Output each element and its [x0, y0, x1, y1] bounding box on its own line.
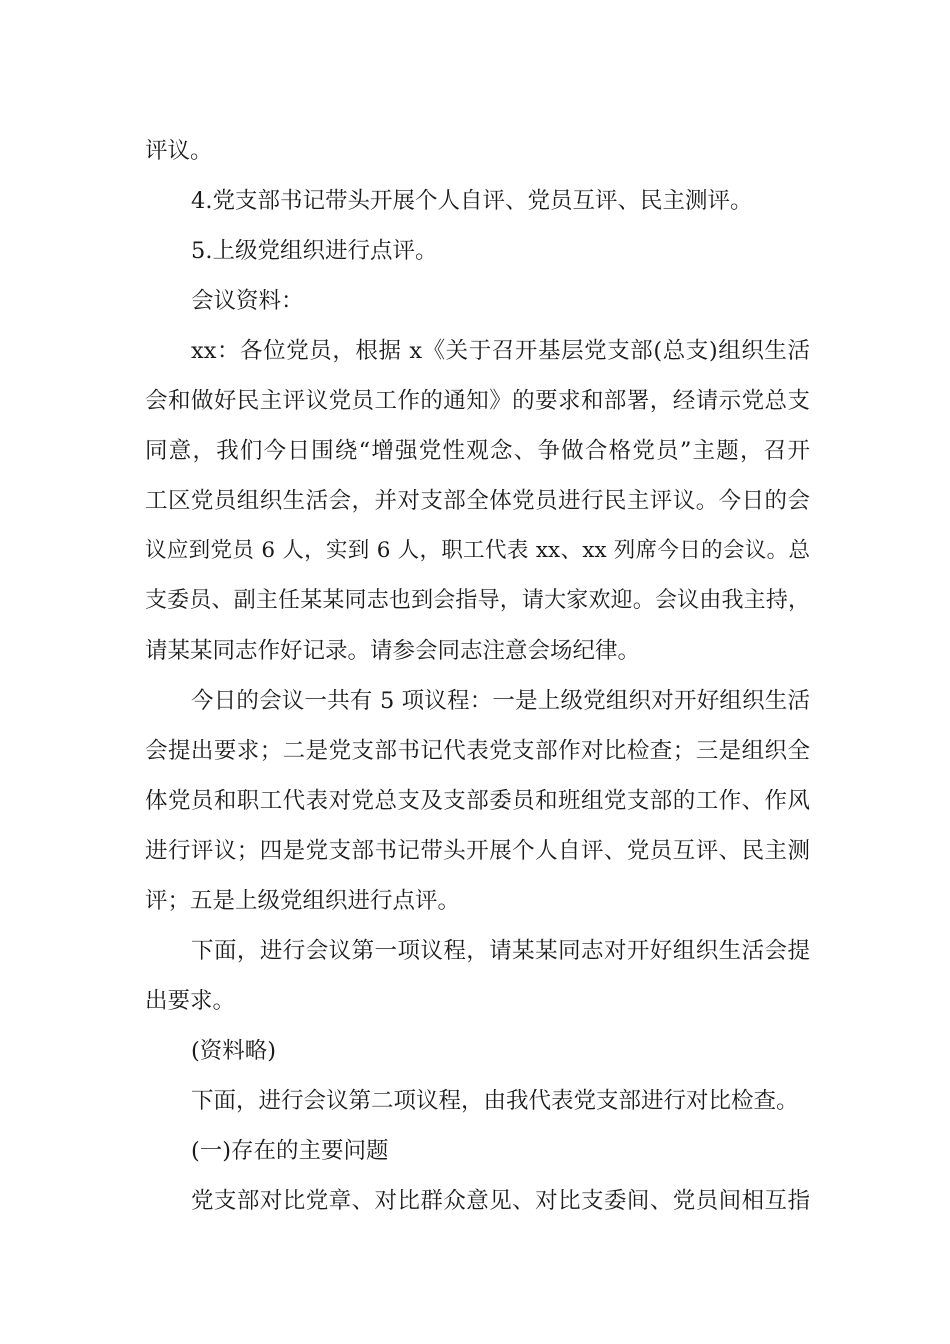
text-line-21: (一)存在的主要问题 — [191, 1138, 389, 1164]
text-line-13: 会提出要求；二是党支部书记代表党支部作对比检查；三是组织全 — [145, 738, 810, 764]
text-line-4: 会议资料： — [191, 288, 304, 314]
text-line-11: 请某某同志作好记录。请参会同志注意会场纪律。 — [145, 638, 641, 664]
text-line-16: 评；五是上级党组织进行点评。 — [145, 888, 461, 914]
text-line-22: 党支部对比党章、对比群众意见、对比支委间、党员间相互指 — [191, 1188, 810, 1214]
text-line-20: 下面，进行会议第二项议程，由我代表党支部进行对比检查。 — [191, 1088, 799, 1114]
text-line-10: 支委员、副主任某某同志也到会指导，请大家欢迎。会议由我主持， — [145, 588, 810, 613]
text-line-19: (资料略) — [191, 1038, 277, 1064]
text-line-8: 工区党员组织生活会，并对支部全体党员进行民主评议。今日的会 — [145, 488, 810, 514]
text-line-12: 今日的会议一共有 5 项议程：一是上级党组织对开好组织生活 — [191, 688, 810, 714]
text-line-14: 体党员和职工代表对党总支及支部委员和班组党支部的工作、作风 — [145, 788, 810, 814]
text-line-9: 议应到党员 6 人，实到 6 人，职工代表 xx、xx 列席今日的会议。总 — [145, 538, 810, 563]
text-line-17: 下面，进行会议第一项议程，请某某同志对开好组织生活会提 — [191, 938, 810, 964]
text-line-7: 同意，我们今日围绕“增强党性观念、争做合格党员”主题，召开 — [145, 438, 810, 464]
text-line-15: 进行评议；四是党支部书记带头开展个人自评、党员互评、民主测 — [145, 838, 810, 864]
text-line-1: 评议。 — [145, 138, 213, 164]
text-line-3: 5.上级党组织进行点评。 — [191, 238, 438, 264]
text-line-6: 会和做好民主评议党员工作的通知》的要求和部署，经请示党总支 — [145, 388, 810, 414]
text-line-5: xx：各位党员，根据 x《关于召开基层党支部(总支)组织生活 — [191, 338, 810, 364]
text-line-18: 出要求。 — [145, 988, 236, 1014]
text-line-2: 4.党支部书记带头开展个人自评、党员互评、民主测评。 — [191, 188, 753, 214]
